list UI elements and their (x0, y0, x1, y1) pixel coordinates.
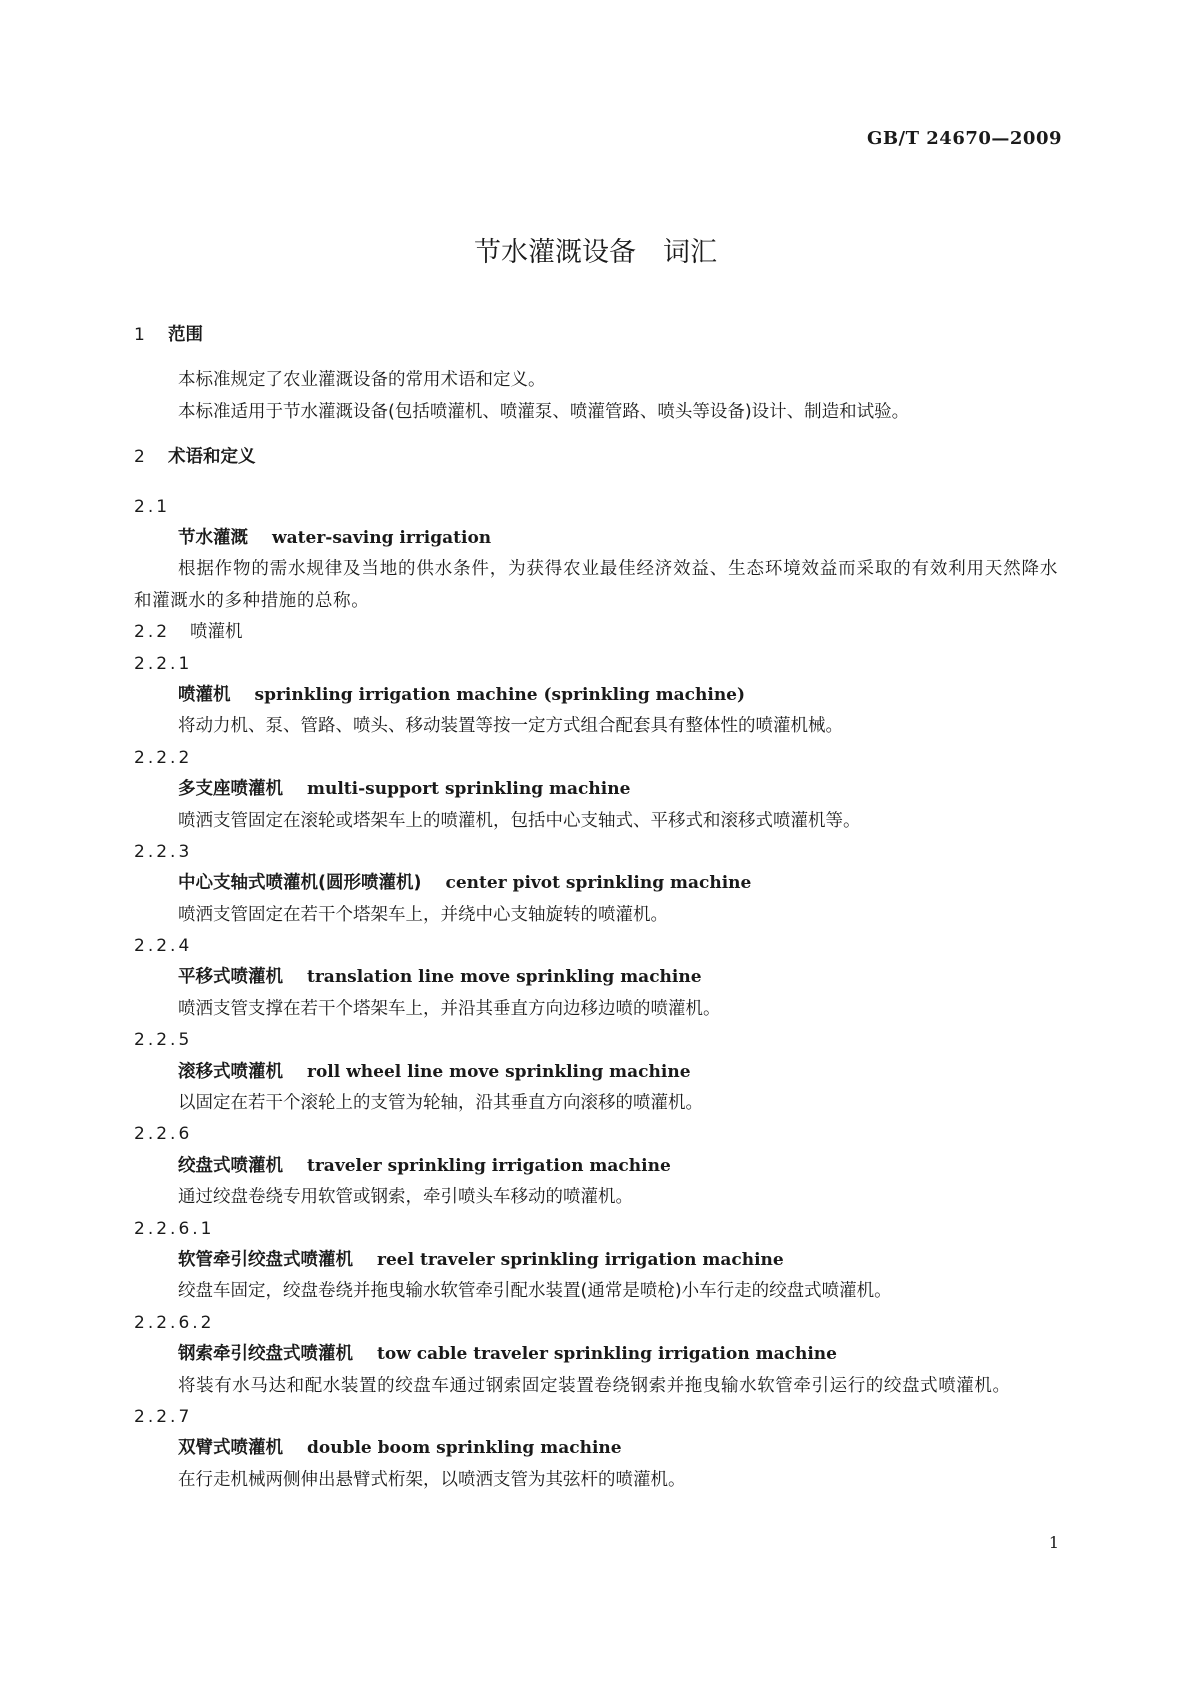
term-heading (134, 962, 1058, 993)
term-heading (134, 1433, 1058, 1464)
term-definition: 以固定在若干个滚轮上的支管为轮轴，沿其垂直方向滚移的喷灌机。 (178, 1093, 703, 1114)
term-definition: 喷洒支管固定在滚轮或塔架车上的喷灌机，包括中心支轴式、平移式和滚移式喷灌机等。 (178, 810, 861, 831)
term-zh: 节水灌溉 (178, 527, 248, 548)
entry-number: 2.2.6.1 (134, 1218, 215, 1239)
entry-number: 2.2.4 (134, 936, 193, 957)
section-number: 2 (134, 447, 148, 468)
entry-number: 2.2.2 (134, 747, 193, 768)
document-body (134, 320, 1058, 1496)
term-definition: 根据作物的需水规律及当地的供水条件，为获得农业最佳经济效益、生态环境效益而采取的有效利用天然降水和灌溉水的多种措施的总称。 (134, 559, 1058, 611)
page-number: 1 (1048, 1533, 1059, 1552)
term-definition: 将装有水马达和配水装置的绞盘车通过钢索固定装置卷绕钢索并拖曳输水软管牵引运行的绞盘式喷灌机。 (178, 1375, 1011, 1396)
term-heading (134, 774, 1058, 805)
entry-number: 2.1 (134, 496, 171, 517)
entry-number: 2.2.1 (134, 653, 193, 674)
term-heading (134, 1245, 1058, 1276)
scope-paragraph: 本标准适用于节水灌溉设备(包括喷灌机、喷灌泵、喷灌管路、喷头等设备)设计、制造和试验。 (178, 401, 910, 422)
subsection-heading (134, 617, 1058, 648)
term-zh: 中心支轴式喷灌机(圆形喷灌机) (178, 873, 422, 894)
term-heading (134, 868, 1058, 899)
term-definition: 喷洒支管固定在若干个塔架车上，并绕中心支轴旋转的喷灌机。 (178, 904, 668, 925)
standard-number: GB/T 24670—2009 (866, 128, 1062, 149)
term-zh: 滚移式喷灌机 (178, 1061, 283, 1082)
term-zh: 软管牵引绞盘式喷灌机 (178, 1249, 353, 1270)
term-zh: 平移式喷灌机 (178, 967, 283, 988)
term-definition: 将动力机、泵、管路、喷头、移动装置等按一定方式组合配套具有整体性的喷灌机械。 (178, 716, 843, 737)
term-en: center pivot sprinkling machine (445, 873, 752, 894)
section-title: 范围 (168, 325, 203, 345)
term-definition: 通过绞盘卷绕专用软管或钢索，牵引喷头车移动的喷灌机。 (178, 1187, 633, 1208)
term-heading (134, 1151, 1058, 1182)
entry-number: 2.2.5 (134, 1030, 193, 1051)
term-heading (134, 680, 1058, 711)
term-zh: 绞盘式喷灌机 (178, 1155, 283, 1176)
term-definition: 喷洒支管支撑在若干个塔架车上，并沿其垂直方向边移边喷的喷灌机。 (178, 998, 721, 1019)
term-en: double boom sprinkling machine (307, 1438, 622, 1459)
term-en: sprinkling irrigation machine (sprinkling machine) (254, 684, 746, 705)
term-en: traveler sprinkling irrigation machine (307, 1155, 671, 1176)
term-heading (134, 523, 1058, 554)
entry-number: 2.2.3 (134, 841, 193, 862)
term-zh: 钢索牵引绞盘式喷灌机 (178, 1344, 353, 1365)
term-en: roll wheel line move sprinkling machine (307, 1061, 691, 1082)
entry-number: 2.2.6 (134, 1124, 193, 1145)
section-heading-scope (134, 320, 1058, 351)
entry-number: 2.2 (134, 622, 171, 643)
section-number: 1 (134, 325, 148, 345)
term-zh: 多支座喷灌机 (178, 779, 283, 800)
term-heading (134, 1057, 1058, 1088)
term-zh: 喷灌机 (178, 684, 231, 705)
term-en: water-saving irrigation (272, 527, 492, 548)
entry-number: 2.2.7 (134, 1406, 193, 1427)
section-title: 术语和定义 (168, 447, 256, 468)
term-en: translation line move sprinkling machine (307, 967, 702, 988)
term-definition: 绞盘车固定，绞盘卷绕并拖曳输水软管牵引配水装置(通常是喷枪)小车行走的绞盘式喷灌机。 (178, 1281, 892, 1302)
term-en: multi-support sprinkling machine (307, 779, 631, 800)
entry-number: 2.2.6.2 (134, 1312, 215, 1333)
scope-paragraph: 本标准规定了农业灌溉设备的常用术语和定义。 (178, 370, 546, 391)
section-heading-terms (134, 442, 1058, 473)
subsection-title: 喷灌机 (190, 622, 243, 643)
term-zh: 双臂式喷灌机 (178, 1438, 283, 1459)
term-en: reel traveler sprinkling irrigation machine (377, 1249, 784, 1270)
document-title: 节水灌溉设备 词汇 (474, 237, 717, 268)
term-en: tow cable traveler sprinkling irrigation machine (377, 1344, 837, 1365)
term-heading (134, 1339, 1058, 1370)
term-definition: 在行走机械两侧伸出悬臂式桁架，以喷洒支管为其弦杆的喷灌机。 (178, 1469, 686, 1490)
